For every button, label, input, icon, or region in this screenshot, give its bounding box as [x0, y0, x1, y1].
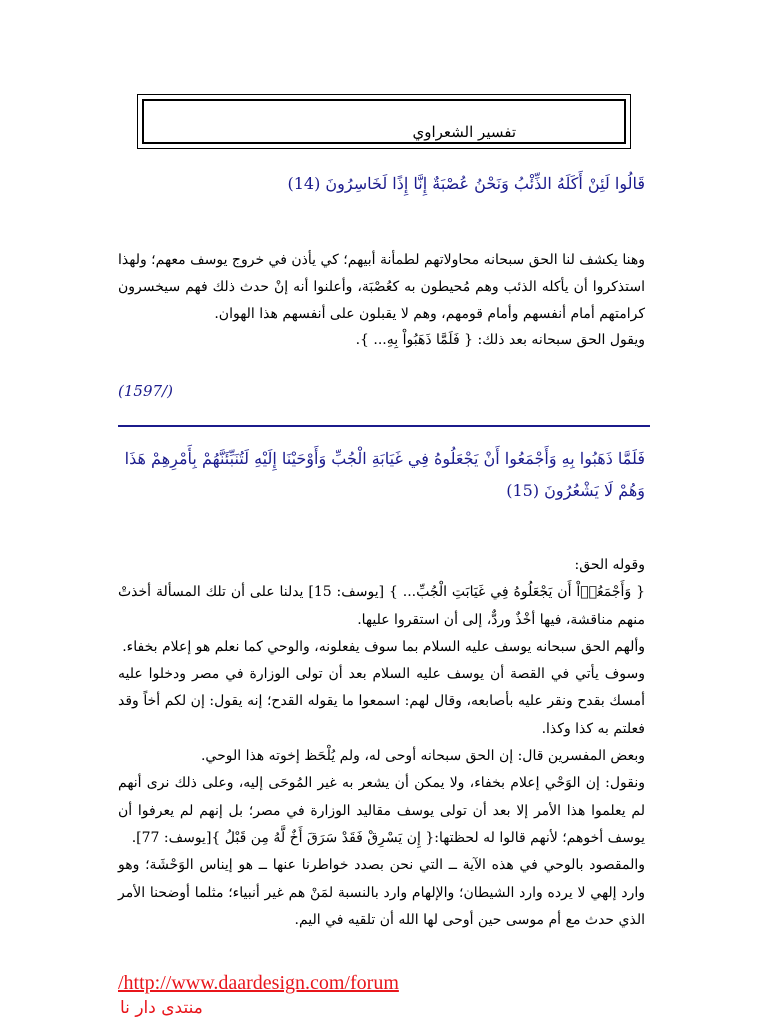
- commentary-line: { وَأَجْمَعُوۤاْ أَن يَجْعَلُوهُ فِي غَيَابَتِ الْجُبِّ... } [يوسف: 15] يدلنا على أن تلك المسألة أخذتْ منهم مناقشة، فيها أخْذٌ وردٌّ، إلى أن استقروا عليها.: [118, 584, 645, 628]
- commentary-line: ويقول الحق سبحانه بعد ذلك: { فَلَمَّا ذَهَبُواْ بِهِ... }.: [355, 332, 645, 349]
- page-number: (1597/): [118, 382, 173, 400]
- commentary-line: وهنا يكشف لنا الحق سبحانه محاولاتهم لطمأنة أبيهم؛ كي يأذن في خروج يوسف معهم؛ ولهذا استذكروا أن يأكله الذئب وهم مُحيطون به كعُصْبَة، وأعلنوا أنه إنْ حدث ذلك فهم سيخسرون كرامتهم أمام أنفسهم وأمام قومهم، وهم لا يقبلون على أنفسهم هذا الهوان.: [118, 252, 645, 322]
- commentary-line: ونقول: إن الوَحْي إعلام بخفاء، ولا يمكن أن يشعر به غير المُوحَى إليه، وعلى ذلك نرى أنهم لم يعلموا هذا الأمر إلا بعد أن تولى يوسف مقاليد الوزارة في مصر؛ بل إنهم لم يعرفوا أن يوسف أخوهم؛ لأنهم قالوا له لحظتها:{ إِن يَسْرِقْ فَقَدْ سَرَقَ أَخٌ لَّهُ مِن قَبْلُ }[يوسف: 77].: [118, 775, 645, 846]
- commentary-line: وبعض المفسرين قال: إن الحق سبحانه أوحى له، ولم يُلْحَظ إخوته هذا الوحي.: [200, 748, 645, 765]
- forum-name: منتدى دار نا: [120, 998, 203, 1018]
- commentary-line: وألهم الحق سبحانه يوسف عليه السلام بما سوف يفعلونه، والوحي كما نعلم هو إعلام بخفاء.: [122, 638, 645, 655]
- commentary-paragraph-1: [118, 247, 645, 354]
- verse-14: قَالُوا لَئِنْ أَكَلَهُ الذِّئْبُ وَنَحْنُ عُصْبَةٌ إِنَّا إِذًا لَخَاسِرُونَ (14): [287, 174, 645, 193]
- commentary-line: وقوله الحق:: [574, 557, 645, 573]
- header-inner-border: [142, 99, 626, 144]
- commentary-line: والمقصود بالوحي في هذه الآية ــ التي نحن بصدد خواطرنا عنها ــ هو إيناس الوَحْشَة؛ وهو وارد إلهي لا يرده وارد الشيطان؛ والإلهام وارد بالنسبة لمَنْ هم غير أنبياء؛ مثلما أوضحنا الأمر الذي حدث مع أم موسى حين أوحى لها الله أن تلقيه في اليم.: [118, 857, 645, 928]
- section-divider: [118, 425, 650, 427]
- forum-link[interactable]: /http://www.daardesign.com/forum: [118, 972, 399, 994]
- header-title: تفسير الشعراوي: [412, 123, 516, 141]
- header-frame: [137, 94, 631, 149]
- commentary-line: وسوف يأتي في القصة أن يوسف عليه السلام بعد أن تولى الوزارة في مصر ودخلوا عليه أمسك بقدح ونقر عليه بأصابعه، وقال لهم: اسمعوا ما يقوله القدح؛ إنه يقول: إن لكم أخاً وقد فعلتم به كذا وكذا.: [118, 666, 645, 737]
- verse-15: فَلَمَّا ذَهَبُوا بِهِ وَأَجْمَعُوا أَنْ يَجْعَلُوهُ فِي غَيَابَةِ الْجُبِّ وَأَوْحَيْنَا إِلَيْهِ لَتُنَبِّئَنَّهُمْ بِأَمْرِهِمْ هَذَا وَهُمْ لَا يَشْعُرُونَ (15): [124, 449, 645, 500]
- commentary-paragraph-2: [118, 552, 645, 934]
